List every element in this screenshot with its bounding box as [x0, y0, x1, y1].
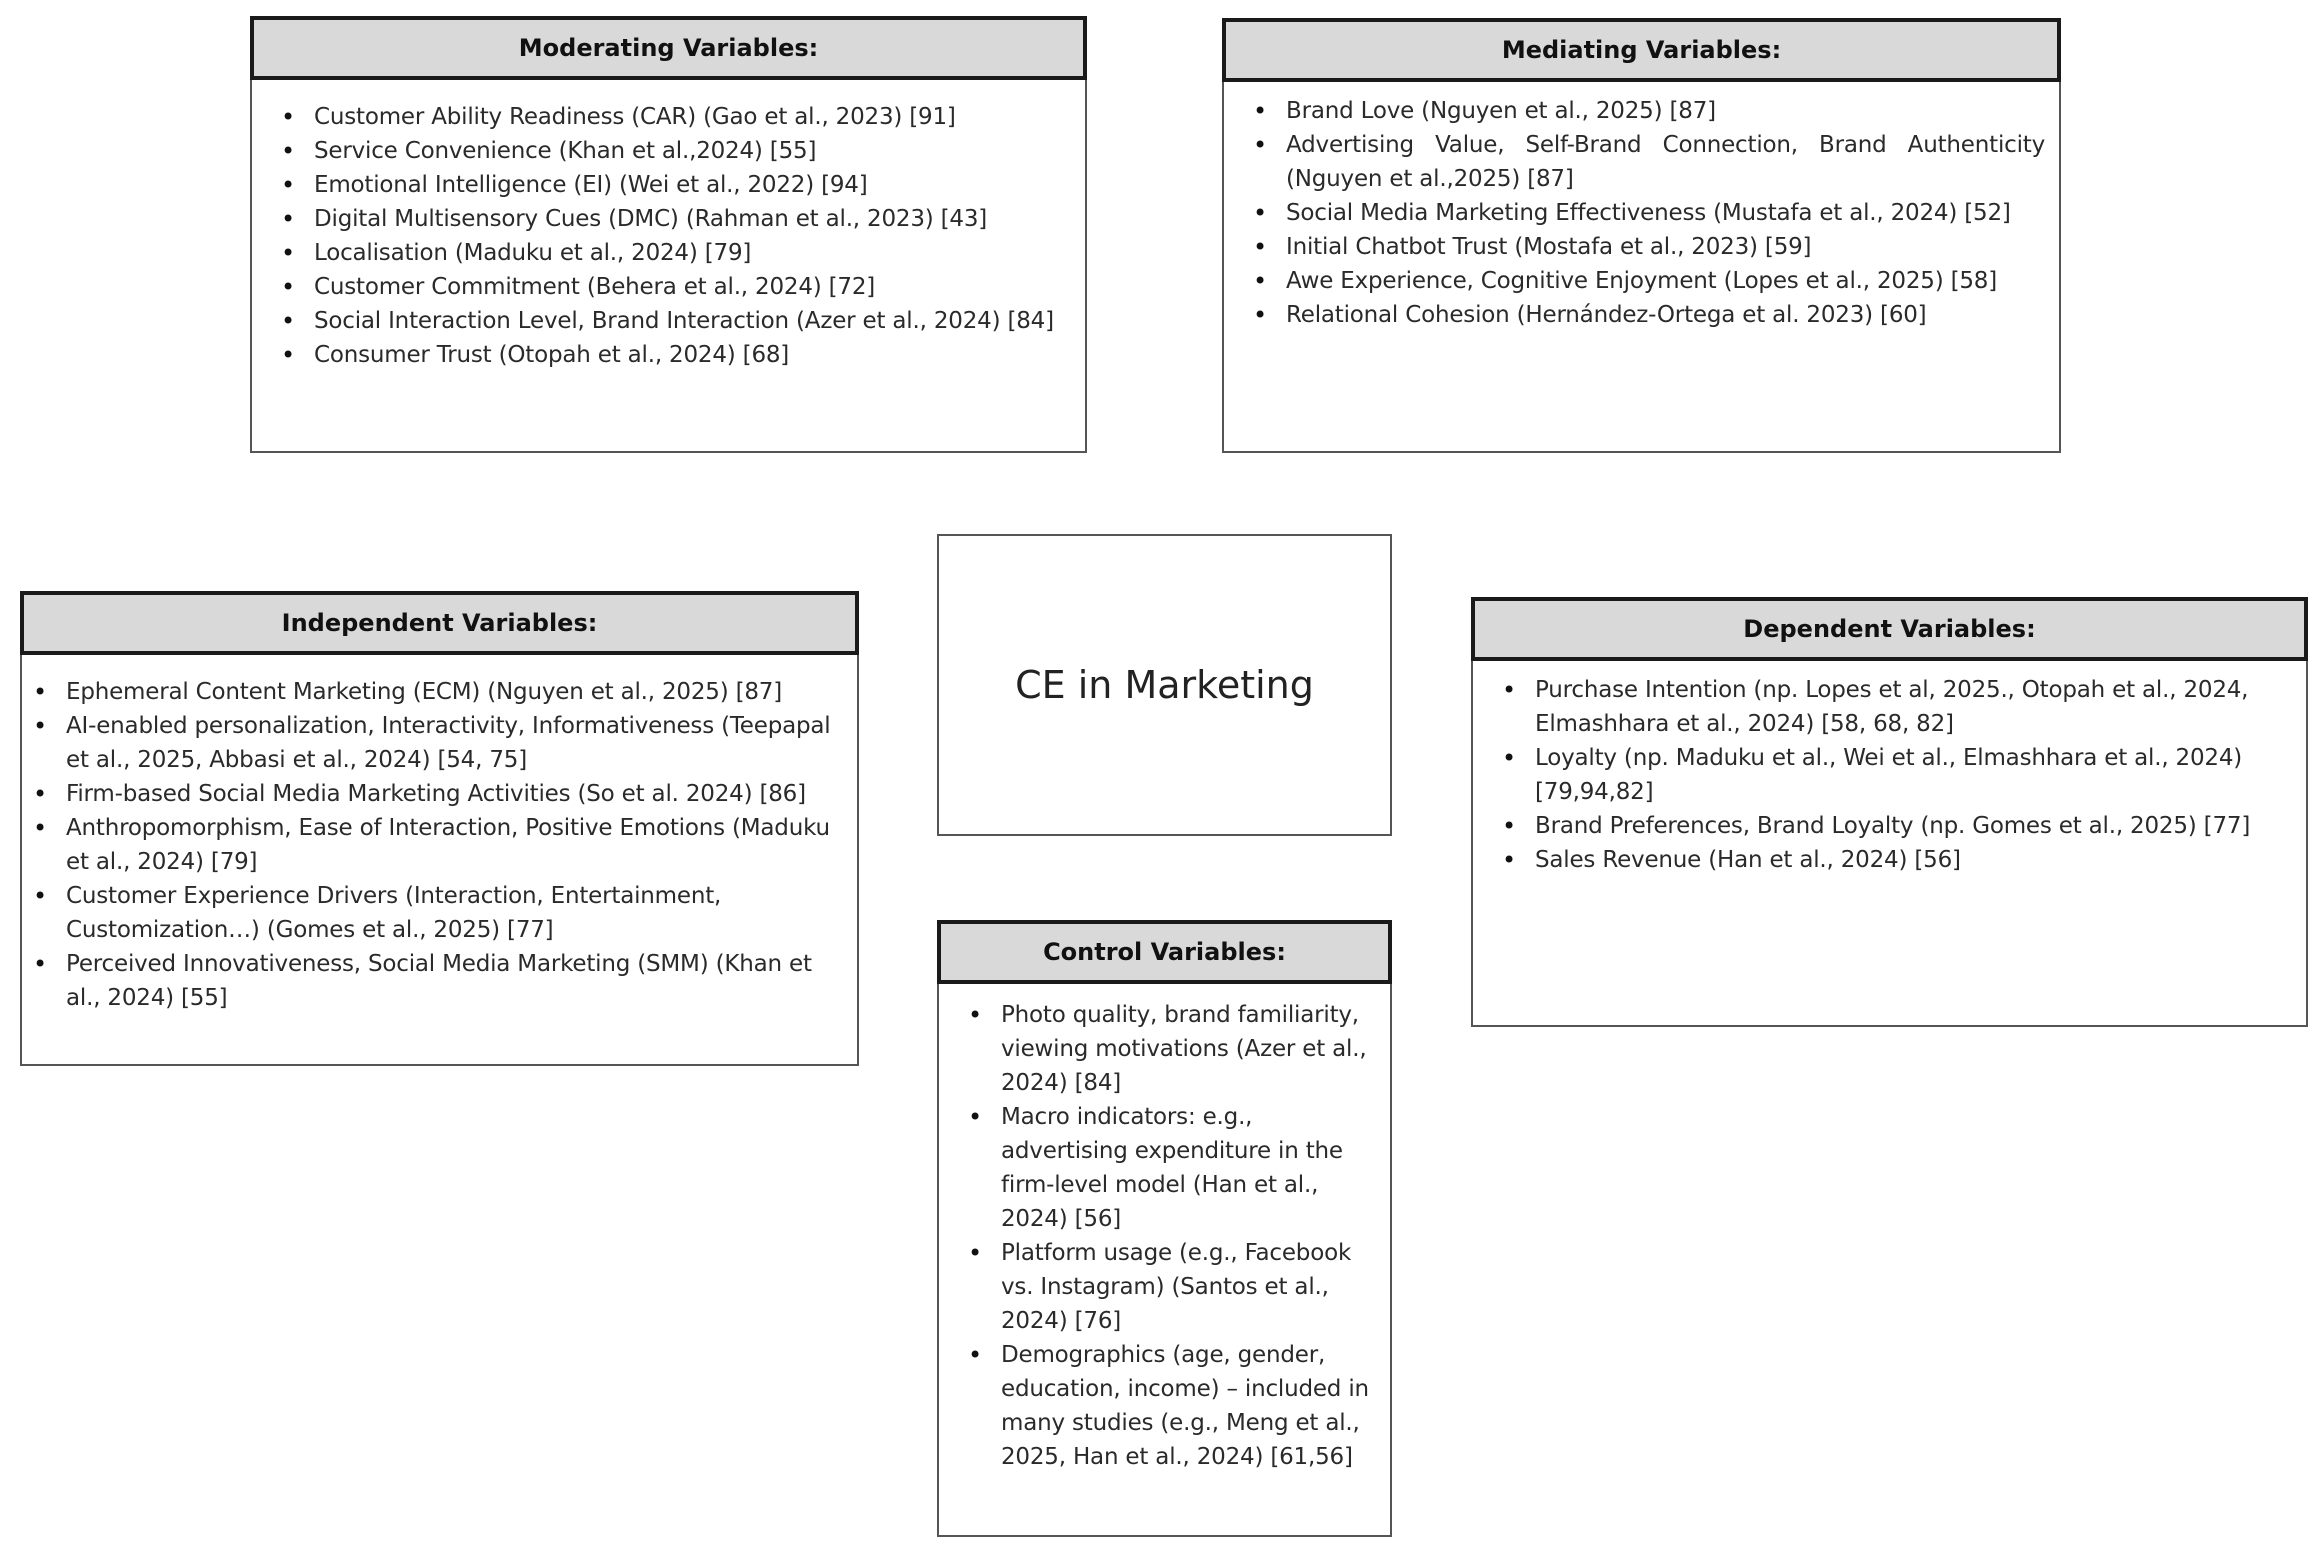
dependent-variables-title: Dependent Variables:: [1471, 597, 2308, 661]
list-item: • Relational Cohesion (Hernández-Ortega et al. 2023) [60]: [1286, 298, 2045, 332]
list-item: • Social Interaction Level, Brand Interaction (Azer et al., 2024) [84]: [314, 304, 1075, 338]
list-item: • Purchase Intention (np. Lopes et al, 2025., Otopah et al., 2024, Elmashhara et al., 2024) [58, 68, 82]: [1535, 673, 2288, 741]
list-item: • Perceived Innovativeness, Social Media Marketing (SMM) (Khan et al., 2024) [55]: [66, 947, 839, 1015]
list-item: • Awe Experience, Cognitive Enjoyment (Lopes et al., 2025) [58]: [1286, 264, 2045, 298]
list-item: • Customer Experience Drivers (Interaction, Entertainment, Customization…) (Gomes et al., 2025) [77]: [66, 879, 839, 947]
list-item: • Demographics (age, gender, education, income) – included in many studies (e.g., Meng et al., 2025, Han et al., 2024) [61,56]: [1001, 1338, 1376, 1474]
control-variables-list: [939, 984, 1390, 1474]
mediating-variables-title: Mediating Variables:: [1222, 18, 2061, 82]
list-item: • Loyalty (np. Maduku et al., Wei et al., Elmashhara et al., 2024) [79,94,82]: [1535, 741, 2288, 809]
list-item: • Social Media Marketing Effectiveness (Mustafa et al., 2024) [52]: [1286, 196, 2045, 230]
list-item: • Consumer Trust (Otopah et al., 2024) [68]: [314, 338, 1075, 372]
moderating-variables-title: Moderating Variables:: [250, 16, 1087, 80]
list-item: • Ephemeral Content Marketing (ECM) (Nguyen et al., 2025) [87]: [66, 675, 839, 709]
list-item: • Anthropomorphism, Ease of Interaction, Positive Emotions (Maduku et al., 2024) [79]: [66, 811, 839, 879]
central-concept-box: [937, 534, 1392, 836]
control-variables-title: Control Variables:: [937, 920, 1392, 984]
independent-variables-list: [22, 655, 857, 1015]
list-item: • Firm-based Social Media Marketing Activities (So et al. 2024) [86]: [66, 777, 839, 811]
central-concept-label: CE in Marketing: [1015, 663, 1314, 707]
independent-variables-title: Independent Variables:: [20, 591, 859, 655]
independent-variables-box: [20, 591, 859, 1066]
list-item: • Initial Chatbot Trust (Mostafa et al., 2023) [59]: [1286, 230, 2045, 264]
list-item: • Emotional Intelligence (EI) (Wei et al., 2022) [94]: [314, 168, 1075, 202]
control-variables-box: [937, 920, 1392, 1537]
list-item: • Service Convenience (Khan et al.,2024) [55]: [314, 134, 1075, 168]
dependent-variables-list: [1473, 661, 2306, 877]
list-item: • Brand Preferences, Brand Loyalty (np. Gomes et al., 2025) [77]: [1535, 809, 2288, 843]
list-item: • Customer Commitment (Behera et al., 2024) [72]: [314, 270, 1075, 304]
list-item: • Photo quality, brand familiarity, viewing motivations (Azer et al., 2024) [84]: [1001, 998, 1376, 1100]
list-item: • Localisation (Maduku et al., 2024) [79]: [314, 236, 1075, 270]
list-item: • AI-enabled personalization, Interactivity, Informativeness (Teepapal et al., 2025, Abbasi et al., 2024) [54, 75]: [66, 709, 839, 777]
mediating-variables-list: [1224, 82, 2059, 332]
list-item: • Brand Love (Nguyen et al., 2025) [87]: [1286, 94, 2045, 128]
list-item: • Sales Revenue (Han et al., 2024) [56]: [1535, 843, 2288, 877]
mediating-variables-box: [1222, 18, 2061, 453]
list-item: • Advertising Value, Self-Brand Connection, Brand Authenticity (Nguyen et al.,2025) [87]: [1286, 128, 2045, 196]
list-item: • Platform usage (e.g., Facebook vs. Instagram) (Santos et al., 2024) [76]: [1001, 1236, 1376, 1338]
moderating-variables-box: [250, 16, 1087, 453]
list-item: • Macro indicators: e.g., advertising expenditure in the firm-level model (Han et al., 2024) [56]: [1001, 1100, 1376, 1236]
list-item: • Digital Multisensory Cues (DMC) (Rahman et al., 2023) [43]: [314, 202, 1075, 236]
dependent-variables-box: [1471, 597, 2308, 1027]
moderating-variables-list: [252, 80, 1085, 372]
list-item: • Customer Ability Readiness (CAR) (Gao et al., 2023) [91]: [314, 100, 1075, 134]
